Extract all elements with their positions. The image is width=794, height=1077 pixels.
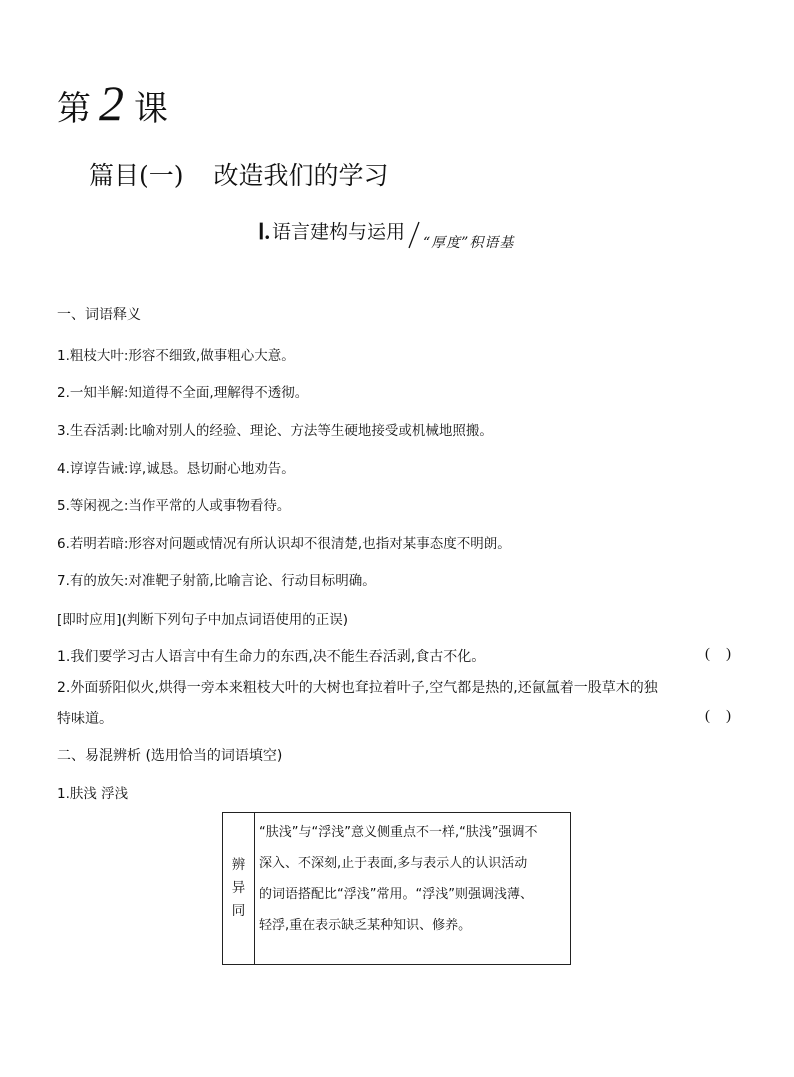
definition-item: 1.粗枝大叶:形容不细致,做事粗心大意。: [57, 348, 295, 364]
table-line: 的词语搭配比“浮浅”常用。“浮浅”则强调浅薄、: [259, 887, 533, 902]
lesson-number: 2: [99, 75, 124, 131]
practice-question-2-cont: 特味道。: [57, 711, 113, 727]
definition-item: 5.等闲视之:当作平常的人或事物看待。: [57, 498, 291, 514]
definition-item: 3.生吞活剥:比喻对别人的经验、理论、方法等生硬地接受或机械地照搬。: [57, 423, 493, 439]
section1-heading: 一、词语释义: [57, 307, 141, 323]
banner-roman-numeral: Ⅰ.: [258, 219, 270, 244]
table-line: “肤浅”与“浮浅”意义侧重点不一样,“肤浅”强调不: [259, 825, 538, 840]
lesson-prefix: 第: [57, 89, 91, 129]
subtitle-title: 改造我们的学习: [213, 161, 389, 190]
table-label-char: 异: [231, 880, 246, 896]
table-line: 深入、不深刻,止于表面,多与表示人的认识活动: [259, 856, 528, 871]
lesson-suffix: 课: [134, 89, 168, 129]
section2-heading: 二、易混辨析 (选用恰当的词语填空): [57, 748, 283, 764]
chapter-subtitle: [89, 156, 389, 192]
table-label-char: 同: [231, 903, 246, 919]
practice-question-1: 1.我们要学习古人语言中有生命力的东西,决不能生吞活剥,食古不化。: [57, 649, 486, 665]
answer-blank[interactable]: (): [705, 646, 747, 662]
lesson-heading: [57, 66, 168, 131]
confusable-item-1: 1.肤浅 浮浅: [57, 786, 129, 802]
banner-subtitle: “厚度”积语基: [423, 235, 515, 251]
comparison-table: [222, 812, 571, 965]
practice-question-2: 2.外面骄阳似火,烘得一旁本来粗枝大叶的大树也耷拉着叶子,空气都是热的,还氤氲着一股草木的独: [57, 680, 658, 696]
table-label-char: 辨: [231, 857, 246, 873]
table-content-cell: [255, 813, 570, 964]
definition-item: 6.若明若暗:形容对问题或情况有所认识却不很清楚,也指对某事态度不明朗。: [57, 536, 511, 552]
answer-blank[interactable]: (): [705, 708, 747, 724]
definition-item: 7.有的放矢:对准靶子射箭,比喻言论、行动目标明确。: [57, 573, 376, 589]
table-line: 轻浮,重在表示缺乏某种知识、修养。: [259, 918, 472, 933]
subtitle-part: 篇目(一): [89, 161, 184, 190]
table-label-cell: [223, 813, 255, 964]
slash-divider: [407, 220, 421, 250]
definition-item: 4.谆谆告诫:谆,诚恳。恳切耐心地劝告。: [57, 461, 295, 477]
definition-item: 2.一知半解:知道得不全面,理解得不透彻。: [57, 385, 309, 401]
banner-title: 语言建构与运用: [272, 221, 406, 243]
practice-heading: [即时应用](判断下列句子中加点词语使用的正误): [57, 612, 349, 628]
section-banner: [258, 220, 514, 252]
